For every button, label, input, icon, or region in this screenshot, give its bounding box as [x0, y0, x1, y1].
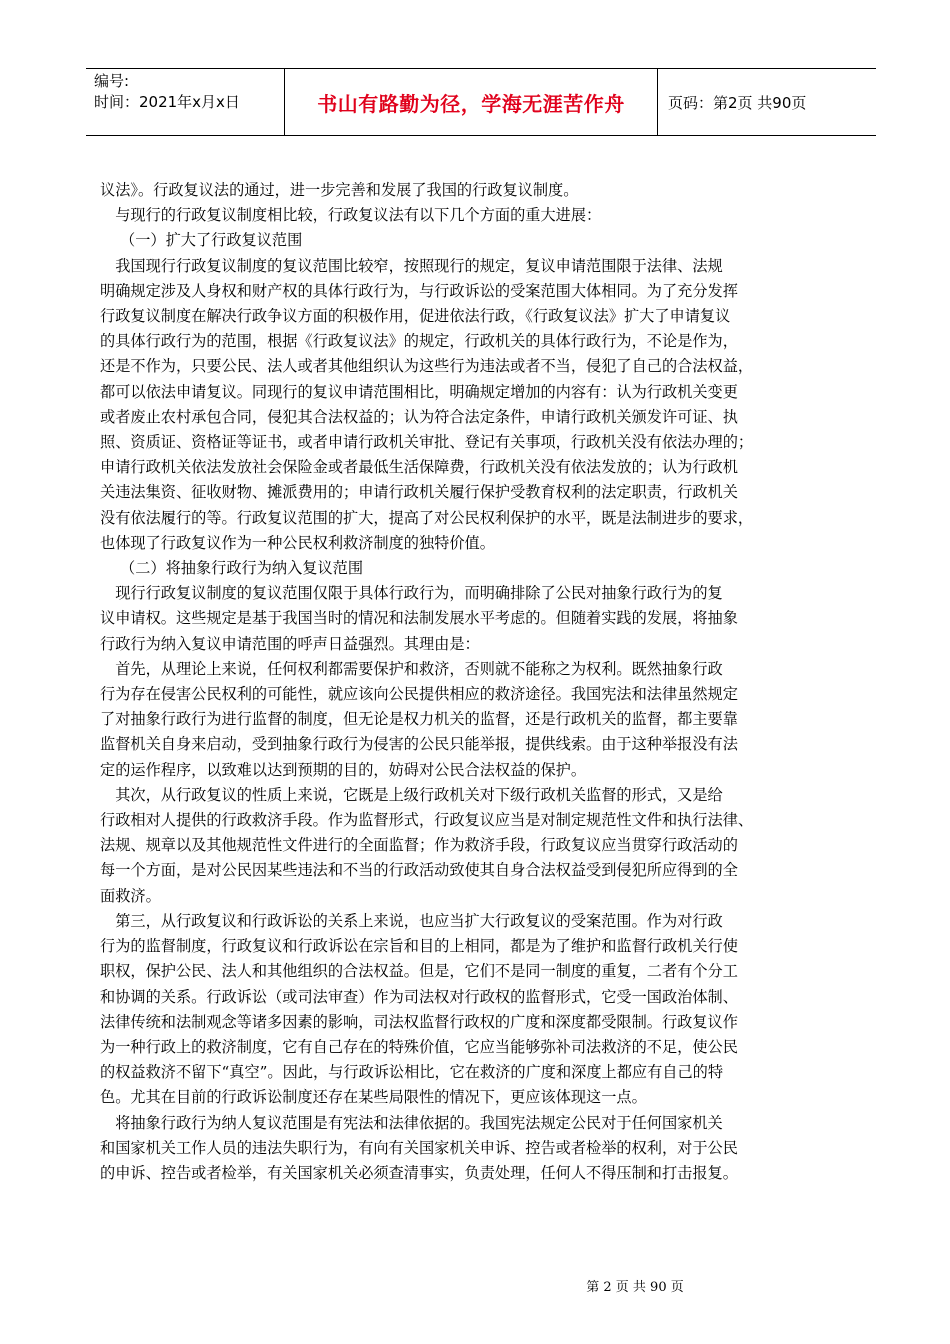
- text-line: 的权益救济不留下“真空”。因此，与行政诉讼相比，它在救济的广度和深度上都应有自己的特: [100, 1063, 724, 1082]
- text-line: 现行行政复议制度的复议范围仅限于具体行政行为，而明确排除了公民对抽象行政行为的复: [100, 584, 723, 603]
- text-line: （一）扩大了行政复议范围: [100, 231, 303, 250]
- text-line: 与现行的行政复议制度相比较，行政复议法有以下几个方面的重大进展：: [100, 206, 602, 225]
- text-line: 我国现行行政复议制度的复议范围比较窄，按照现行的规定，复议申请范围限于法律、法规: [100, 256, 723, 275]
- text-line: 还是不作为，只要公民、法人或者其他组织认为这些行为违法或者不当，侵犯了自己的合法权益，: [100, 357, 754, 376]
- text-line: 行政复议制度在解决行政争议方面的积极作用，促进依法行政，《行政复议法》扩大了申请复议: [100, 307, 731, 326]
- text-line: 行为存在侵害公民权利的可能性，就应该向公民提供相应的救济途径。我国宪法和法律虽然规定: [100, 685, 738, 704]
- text-line: 第三，从行政复议和行政诉讼的关系上来说，也应当扩大行政复议的受案范围。作为对行政: [100, 911, 723, 930]
- text-line: 和国家机关工作人员的违法失职行为，有向有关国家机关申诉、控告或者检举的权利，对于公民: [100, 1138, 738, 1157]
- document-number-label: 编号:: [94, 72, 130, 90]
- document-body: [100, 178, 840, 1186]
- page-footer: [0, 1276, 950, 1295]
- text-line: 法规、规章以及其他规范性文件进行的全面监督；作为救济手段，行政复议应当贯穿行政活动的: [100, 836, 738, 855]
- text-line: 都可以依法申请复议。同现行的复议申请范围相比，明确规定增加的内容有：认为行政机关变更: [100, 382, 738, 401]
- text-line: 没有依法履行的等。行政复议范围的扩大，提高了对公民权利保护的水平，既是法制进步的要求，: [100, 508, 754, 527]
- text-line: 的具体行政行为的范围，根据《行政复议法》的规定，行政机关的具体行政行为，不论是作为，: [100, 332, 738, 351]
- text-line: 职权，保护公民、法人和其他组织的合法权益。但是，它们不是同一制度的重复，二者有个分工: [100, 962, 738, 981]
- text-line: 定的运作程序，以致难以达到预期的目的，妨碍对公民合法权益的保护。: [100, 760, 586, 779]
- text-line: 了对抽象行政行为进行监督的制度，但无论是权力机关的监督，还是行政机关的监督，都主要靠: [100, 710, 738, 729]
- text-line: 明确规定涉及人身权和财产权的具体行政行为，与行政诉讼的受案范围大体相同。为了充分发挥: [100, 281, 738, 300]
- header-meta-cell: [86, 69, 284, 135]
- text-line: 或者废止农村承包合同，侵犯其合法权益的；认为符合法定条件，申请行政机关颁发许可证、执: [100, 407, 738, 426]
- text-line: 面救济。: [100, 886, 161, 905]
- text-line: 色。尤其在目前的行政诉讼制度还存在某些局限性的情况下，更应该体现这一点。: [100, 1088, 647, 1107]
- text-line: 关违法集资、征收财物、摊派费用的；申请行政机关履行保护受教育权利的法定职责，行政机关: [100, 483, 738, 502]
- document-date-label: 时间：2021年x月x日: [94, 93, 240, 111]
- text-line: 监督机关自身来启动，受到抽象行政行为侵害的公民只能举报，提供线索。由于这种举报没有法: [100, 735, 738, 754]
- text-line: 的申诉、控告或者检举，有关国家机关必须查清事实，负责处理，任何人不得压制和打击报复。: [100, 1163, 738, 1182]
- footer-page-number: 第 2 页 共 90 页: [586, 1280, 684, 1295]
- page-number-label: 页码：第2页 共90页: [668, 93, 807, 112]
- header-page-cell: [658, 69, 876, 135]
- text-line: 行为的监督制度，行政复议和行政诉讼在宗旨和目的上相同，都是为了维护和监督行政机关行使: [100, 937, 738, 956]
- text-line: 申请行政机关依法发放社会保险金或者最低生活保障费，行政机关没有依法发放的；认为行政机: [100, 458, 738, 477]
- motto-text: 书山有路勤为径，学海无涯苦作舟: [317, 91, 625, 116]
- text-line: 每一个方面，是对公民因某些违法和不当的行政活动致使其自身合法权益受到侵犯所应得到的全: [100, 861, 738, 880]
- text-line: 议法》。行政复议法的通过，进一步完善和发展了我国的行政复议制度。: [100, 181, 579, 199]
- text-line: 照、资质证、资格证等证书，或者申请行政机关审批、登记有关事项，行政机关没有依法办理的；: [100, 433, 754, 452]
- text-line: 和协调的关系。行政诉讼（或司法审查）作为司法权对行政权的监督形式，它受一国政治体制、: [100, 987, 738, 1006]
- text-line: 行政相对人提供的行政救济手段。作为监督形式，行政复议应当是对制定规范性文件和执行法律、: [100, 811, 754, 830]
- text-line: 议申请权。这些规定是基于我国当时的情况和法制发展水平考虑的。但随着实践的发展，将抽象: [100, 609, 738, 628]
- text-line: 首先，从理论上来说，任何权利都需要保护和救济，否则就不能称之为权利。既然抽象行政: [100, 659, 723, 678]
- header-table: [86, 68, 876, 136]
- text-line: 法律传统和法制观念等诸多因素的影响，司法权监督行政权的广度和深度都受限制。行政复议作: [100, 1012, 738, 1031]
- text-line: （二）将抽象行政行为纳入复议范围: [100, 559, 364, 578]
- text-line: 也体现了行政复议作为一种公民权利救济制度的独特价值。: [100, 533, 495, 552]
- text-line: 将抽象行政行为纳人复议范围是有宪法和法律依据的。我国宪法规定公民对于任何国家机关: [100, 1113, 723, 1132]
- text-line: 其次，从行政复议的性质上来说，它既是上级行政机关对下级行政机关监督的形式，又是给: [100, 785, 723, 804]
- text-line: 行政行为纳入复议申请范围的呼声日益强烈。其理由是：: [100, 634, 480, 653]
- text-line: 为一种行政上的救济制度，它有自己存在的特殊价值，它应当能够弥补司法救济的不足，使公民: [100, 1037, 738, 1056]
- header-motto-cell: [284, 69, 658, 135]
